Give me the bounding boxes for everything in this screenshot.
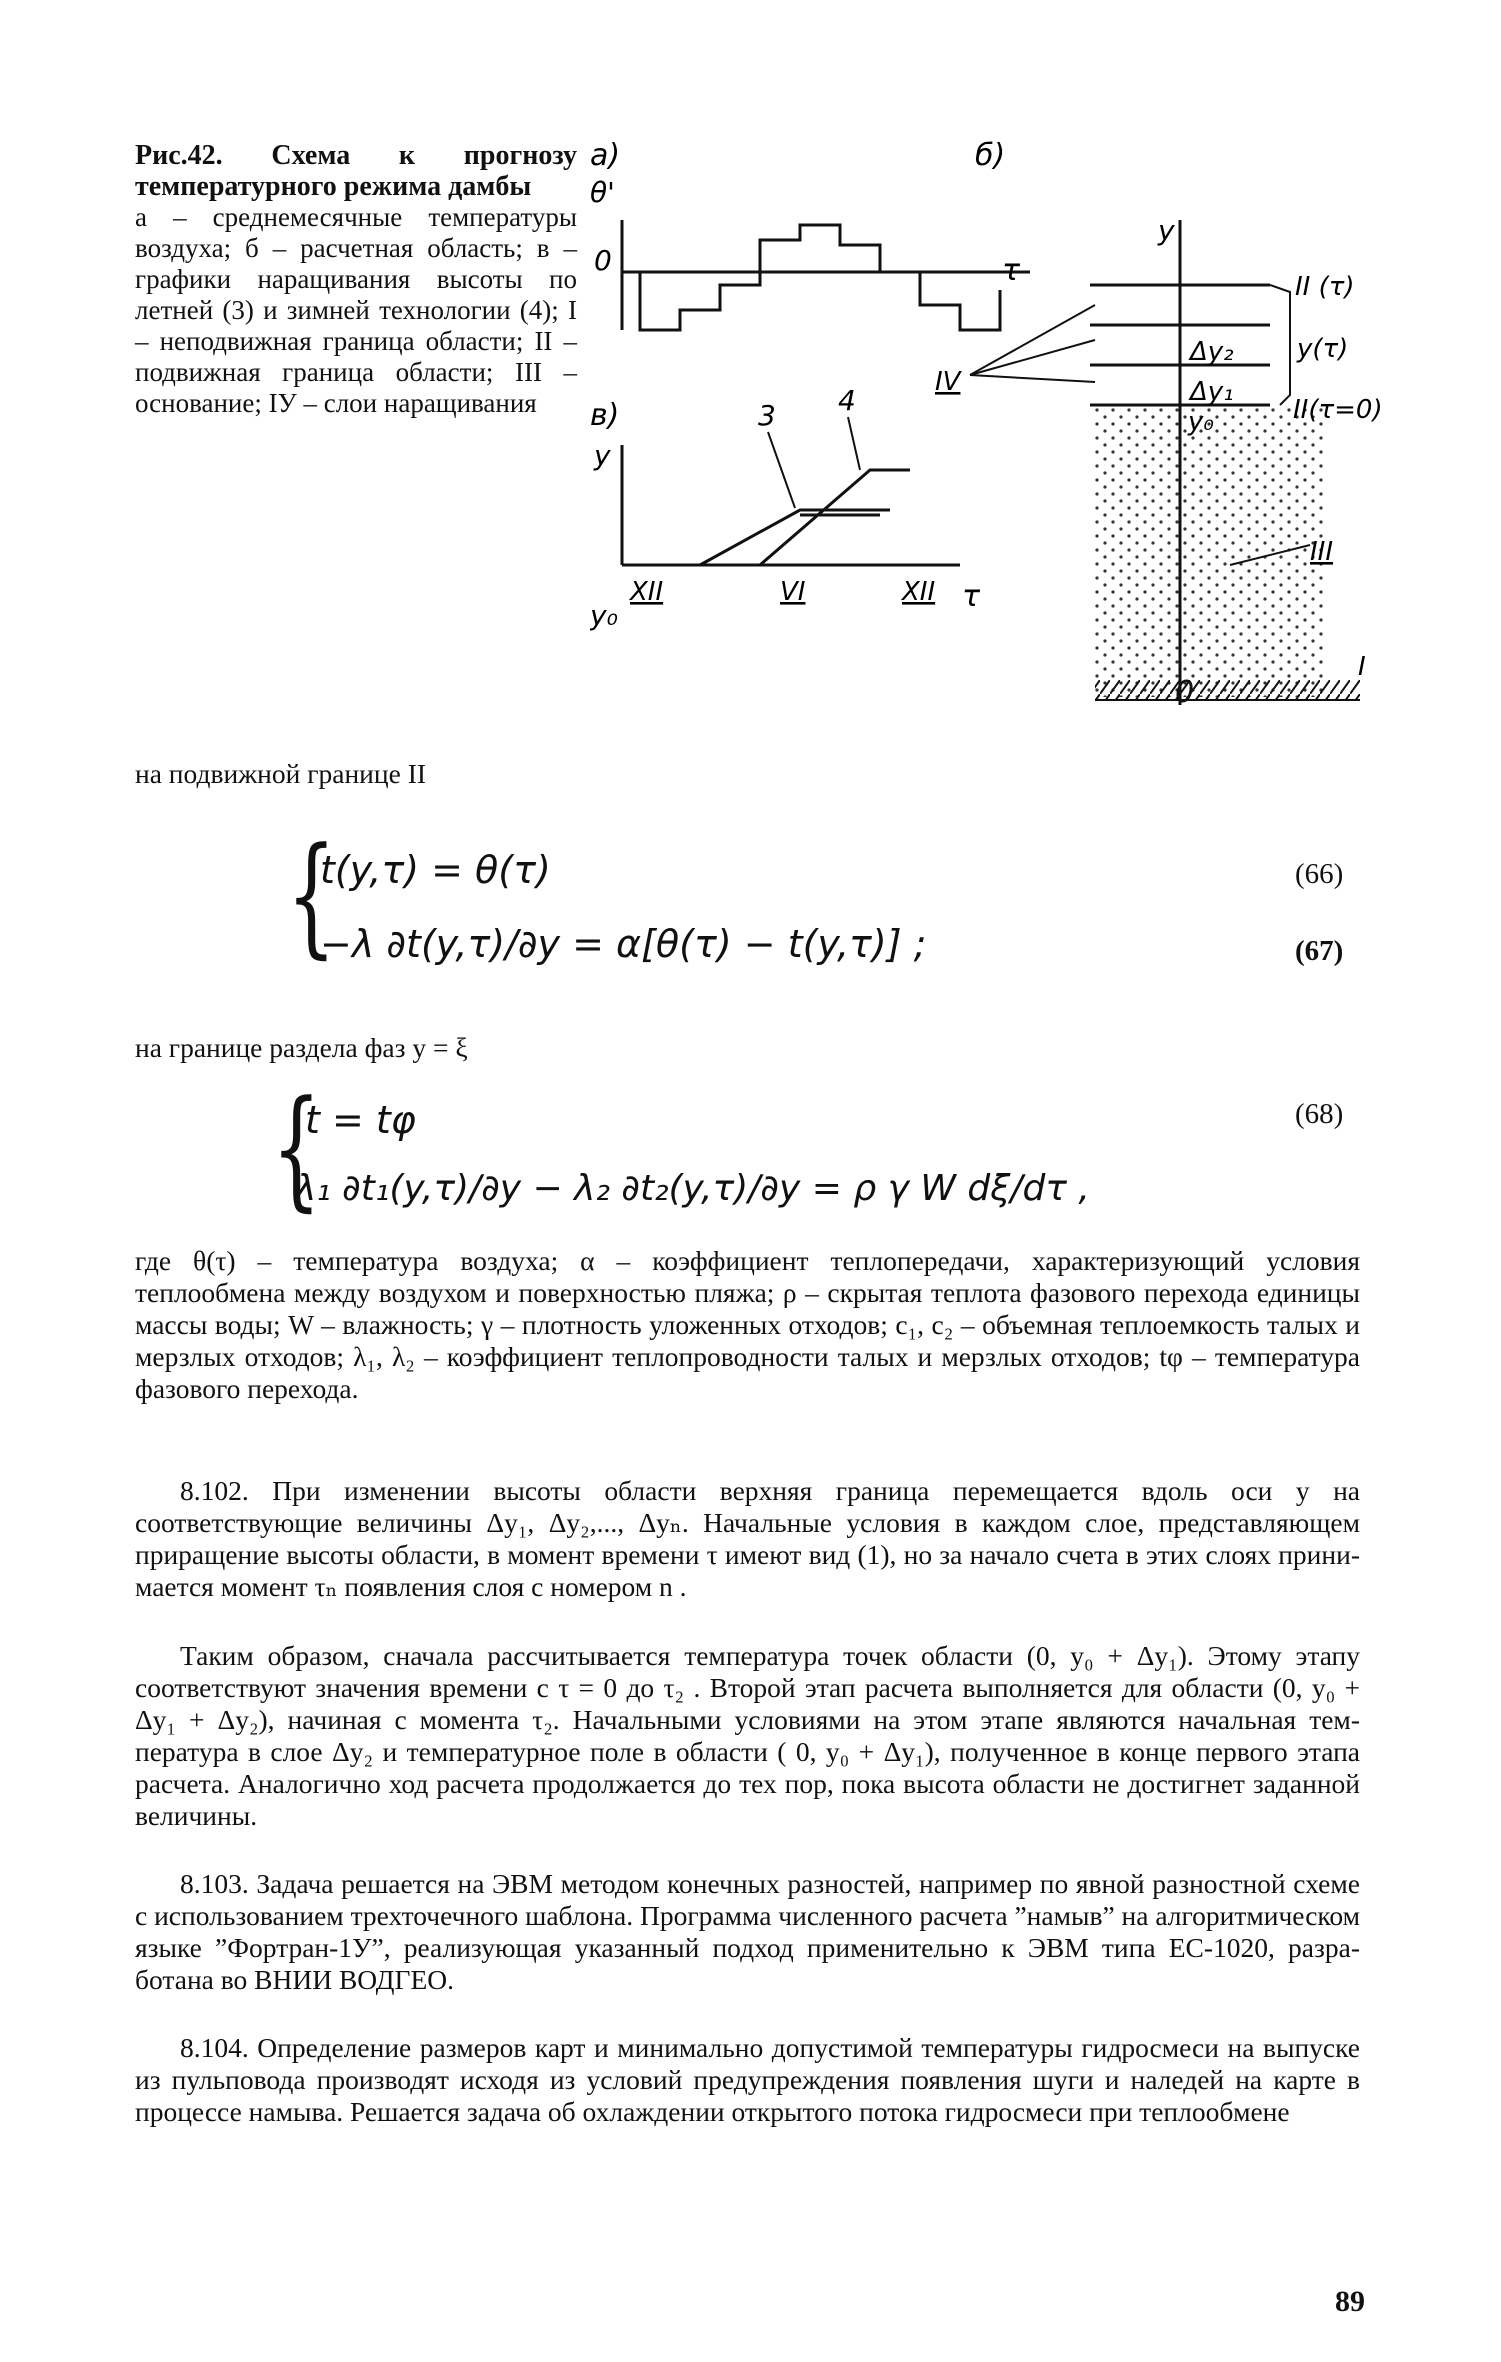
caption-title: Рис.42. Схема к прогнозу температурного режима дамбы bbox=[135, 140, 577, 202]
para-8-104: 8.104. Определение размеров карт и минимально допустимой температуры гидросмеси на выпуске из пульповода производят исходя из условий предупреждения появления шуги и наледей на карте в процессе намыва. Решается задача об охлаждении открытого потока гидросмеси при теплообмене bbox=[135, 2032, 1360, 2127]
panel-v-label: в) bbox=[590, 398, 620, 433]
theta-label: θ' bbox=[590, 176, 615, 209]
curve-4-label: 4 bbox=[838, 384, 856, 417]
tau-label-v: τ bbox=[962, 579, 981, 614]
base-region bbox=[1095, 405, 1325, 697]
panel-a-label: а) bbox=[590, 138, 621, 173]
eq-68-line1: t = tφ bbox=[305, 1098, 416, 1142]
tau-label-a: τ bbox=[1002, 253, 1021, 288]
brace-66-67: { bbox=[286, 819, 337, 971]
phase-boundary-text: на границе раздела фаз y = ξ bbox=[135, 1032, 468, 1063]
eq-67-number: (67) bbox=[1295, 935, 1344, 967]
month-xii-1: XII bbox=[630, 577, 664, 607]
curve-3 bbox=[700, 510, 890, 565]
para-8-102-continued: Таким образом, сначала рассчитывается температура точек области (0, y₀ + Δy₁). Этому этапу соответствуют значения времени с τ = 0 до τ₂ . Второй этап расчета выполняется для области (0, y₀ + Δy₁ + Δy₂), начиная с момента τ₂. Начальными условиями на этом этапе являются начальная температура в слое Δy₂ и температурное поле в области ( 0, y₀ + Δy₁), полученное в конце первого этапа расчета. Аналогично ход расчета продолжается до тех пор, пока высота области не достигнет заданной величины. bbox=[135, 1640, 1360, 1831]
where-block: где θ(τ) – температура воздуха; α – коэффициент теплопередачи, характеризующий условия теплообмена между воздухом и поверхностью пляжа; ρ – скрытая теплота фазового перехода единицы массы воды; W – влажность; γ – плотность уложенных отходов; c₁, c₂ – объемная теплоемкость талых и мерзлых отходов; λ₁, λ₂ – коэффициент теплопроводности талых и мерзлых отходов; tφ – температура фазового перехода. bbox=[135, 1245, 1360, 1404]
y-label-b: y bbox=[1158, 214, 1175, 247]
curve-4 bbox=[760, 470, 910, 565]
ii-tau0-label: II(τ=0) bbox=[1293, 395, 1383, 425]
y0-label-v: y₀ bbox=[590, 599, 618, 632]
panel-b-label: б) bbox=[975, 138, 1006, 173]
air-temp-steps bbox=[640, 225, 1000, 330]
eq-66: t(y,τ) = θ(τ) bbox=[320, 848, 551, 892]
eq-68-line2: λ₁ ∂t₁(y,τ)/∂y − λ₂ ∂t₂(y,τ)/∂y = ρ γ W dξ/dτ , bbox=[295, 1168, 1090, 1209]
curve-3-label: 3 bbox=[758, 399, 776, 432]
eq-67: −λ ∂t(y,τ)/∂y = α[θ(τ) − t(y,τ)] ; bbox=[320, 922, 927, 966]
iv-label: IV bbox=[935, 367, 961, 397]
ii-tau-label: II (τ) bbox=[1295, 272, 1355, 302]
para-8-102: 8.102. При изменении высоты области верхняя граница перемещается вдоль оси y на соответствующие величины Δy₁, Δy₂,..., Δyₙ. Начальные условия в каждом слое, представляющем приращение высоты области, в момент времени τ имеют вид (1), но за начало счета в этих слоях принимается момент τₙ появления слоя с номером n . bbox=[135, 1475, 1360, 1602]
dy1-label: Δy₁ bbox=[1190, 377, 1234, 407]
iii-label: III bbox=[1310, 537, 1334, 567]
month-xii-2: XII bbox=[902, 577, 936, 607]
page-number: 89 bbox=[1335, 2285, 1365, 2318]
figure-caption bbox=[135, 140, 577, 419]
para-8-103: 8.103. Задача решается на ЭВМ методом конечных разностей, например по явной разностной схеме с использованием трехточечного шаблона. Программа численного расчета ”намыв” на алгоритмическом языке ”Фортран-1У”, реализующая указанный подход применительно к ЭВМ типа ЕС-1020, разработана во ВНИИ ВОДГЕО. bbox=[135, 1868, 1360, 1995]
month-vi: VI bbox=[780, 577, 806, 607]
eq-66-number: (66) bbox=[1295, 858, 1344, 890]
y-label-v: y bbox=[594, 439, 611, 472]
y0-label-b: y₀ bbox=[1188, 407, 1214, 437]
brace-68: { bbox=[271, 1072, 322, 1224]
origin-zero: 0 bbox=[1175, 675, 1195, 710]
dy2-label: Δy₂ bbox=[1190, 337, 1234, 367]
eq-68-number: (68) bbox=[1295, 1098, 1344, 1130]
zero-label: 0 bbox=[594, 244, 612, 277]
i-label: I bbox=[1358, 652, 1366, 682]
movable-boundary-text: на подвижной границе II bbox=[135, 758, 427, 789]
figure-schema bbox=[590, 120, 1410, 720]
caption-body: а – среднемесячные температуры воздуха; б – расчетная область; в – графики наращивания высоты по летней (3) и зимней технологии (4); I – неподвижная граница области; II – подвижная граница области; III – основание; IУ – слои наращивания bbox=[135, 202, 577, 418]
y-tau-label: y(τ) bbox=[1297, 334, 1349, 364]
fixed-boundary-hatch bbox=[1095, 680, 1360, 700]
